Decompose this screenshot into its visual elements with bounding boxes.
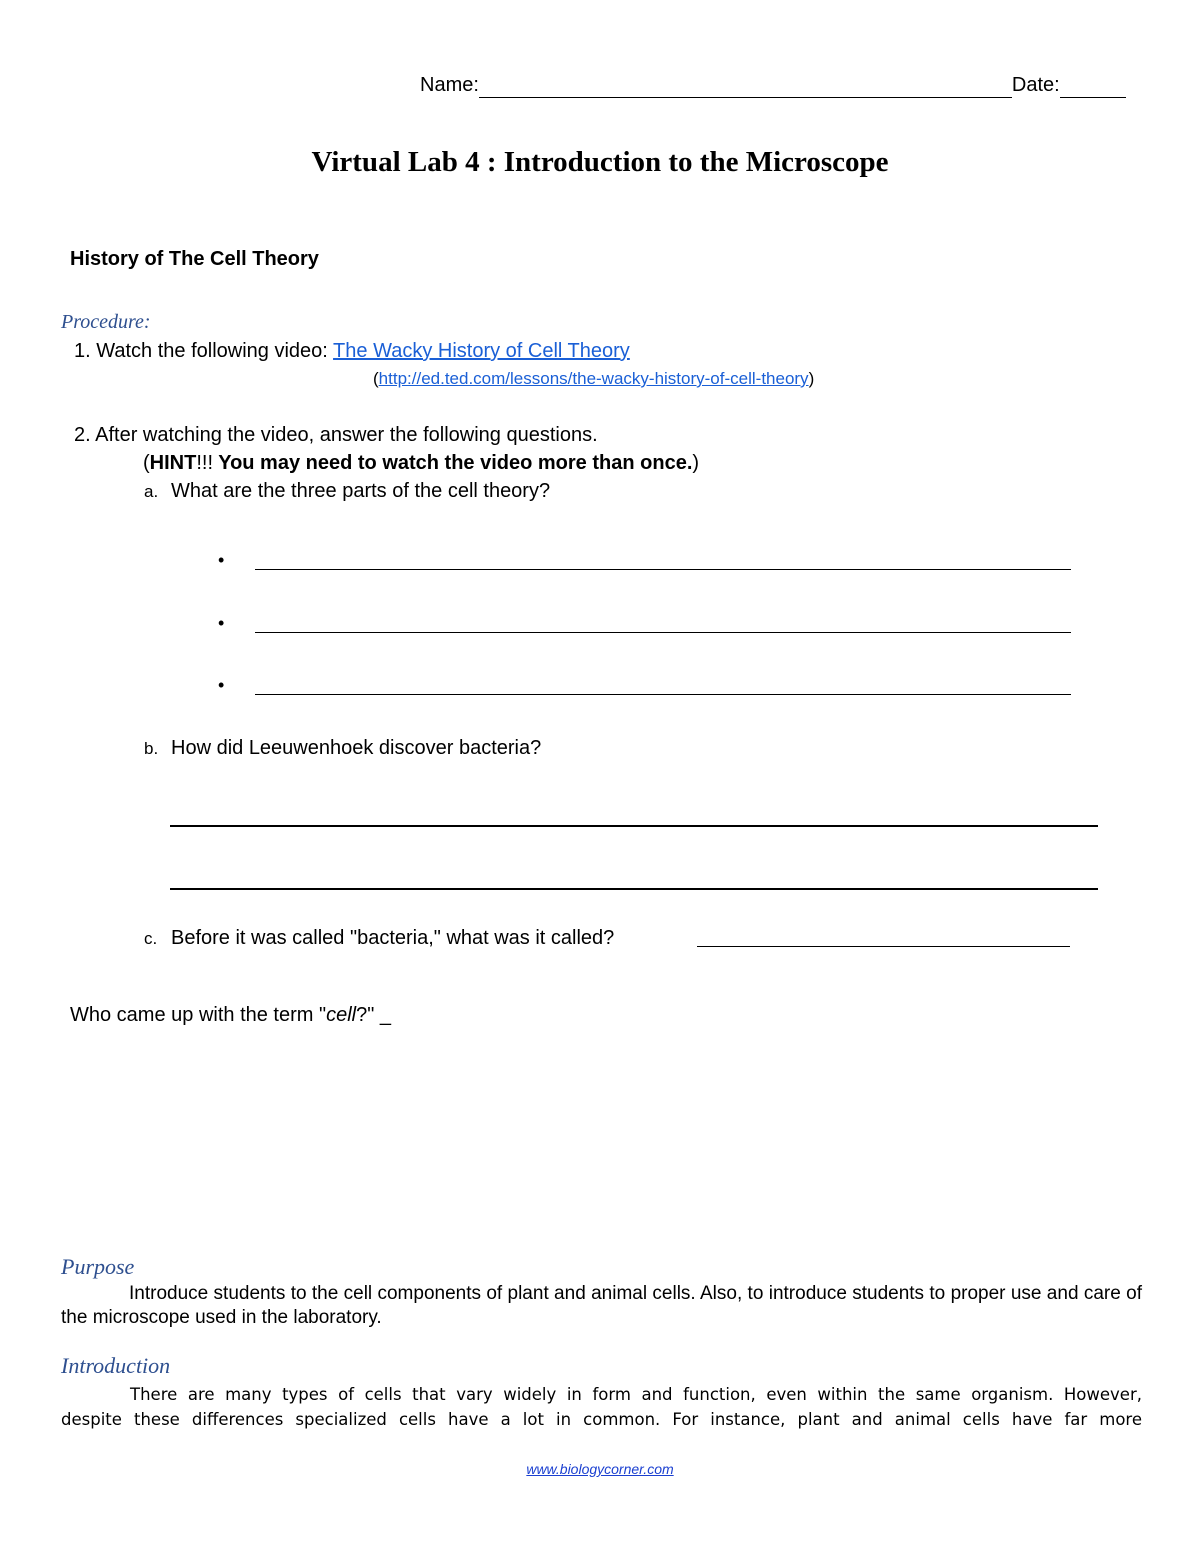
url-open-paren: ( (373, 369, 379, 388)
date-label: Date: (1011, 74, 1060, 96)
hint-bold: HINT (149, 452, 197, 474)
question-c (144, 927, 614, 950)
question-a (144, 480, 550, 503)
cell-term-question (70, 1004, 391, 1027)
footer-link[interactable]: www.biologycorner.com (526, 1461, 674, 1477)
question-b-text: How did Leeuwenhoek discover bacteria? (171, 737, 542, 759)
purpose-text: Introduce students to the cell components of plant and animal cells. Also, to introduce students to proper use and care of the microscope used in the laboratory. (61, 1283, 1142, 1328)
footer (0, 1461, 1200, 1477)
purpose-heading: Purpose (61, 1254, 135, 1279)
introduction-line-2: despite these differences specialized cells have a lot in common. For instance, plant and animal cells have far more (61, 1410, 1142, 1429)
step-1-text: 1. Watch the following video: (74, 340, 328, 362)
answer-line-a2[interactable] (255, 632, 1071, 633)
cell-term-before: Who came up with the term " (70, 1004, 327, 1026)
question-b-letter: b. (144, 739, 159, 758)
name-date-header (420, 74, 1126, 98)
introduction-heading: Introduction (61, 1353, 171, 1378)
step-2: 2. After watching the video, answer the following questions. (74, 424, 598, 446)
procedure-label: Procedure: (61, 311, 151, 333)
name-field[interactable] (479, 74, 1012, 98)
bullet-3: • (218, 675, 225, 695)
step-1 (74, 340, 630, 363)
answer-line-b2[interactable] (170, 888, 1098, 890)
purpose-paragraph (61, 1282, 1142, 1330)
name-label: Name: (420, 74, 479, 96)
date-field[interactable] (1060, 74, 1126, 98)
video-url-line (373, 369, 814, 389)
hint-open-paren: ( (143, 452, 150, 474)
answer-line-c[interactable] (697, 946, 1070, 947)
answer-line-a1[interactable] (255, 569, 1071, 570)
hint-close-paren: ) (692, 452, 700, 474)
section-title: History of The Cell Theory (70, 248, 319, 270)
question-b (144, 737, 541, 760)
question-a-letter: a. (144, 482, 159, 501)
cell-term-italic: cell (326, 1004, 357, 1026)
cell-term-after: ?" _ (356, 1004, 392, 1026)
question-a-text: What are the three parts of the cell theory? (171, 480, 551, 502)
hint-line (143, 452, 699, 475)
answer-line-b1[interactable] (170, 825, 1098, 827)
url-close-paren: ) (808, 369, 815, 388)
question-c-letter: c. (144, 929, 158, 948)
video-url-link[interactable]: http://ed.ted.com/lessons/the-wacky-history-of-cell-theory (378, 369, 809, 388)
introduction-line-1: There are many types of cells that vary widely in form and function, even within the same organism. However, (130, 1385, 1142, 1404)
video-link[interactable]: The Wacky History of Cell Theory (333, 340, 630, 362)
hint-text: You may need to watch the video more than once. (213, 452, 693, 474)
answer-line-a3[interactable] (255, 694, 1071, 695)
question-c-text: Before it was called "bacteria," what was it called? (171, 927, 615, 949)
bullet-2: • (218, 613, 225, 633)
page-title: Virtual Lab 4 : Introduction to the Microscope (311, 146, 889, 178)
hint-exclaim: !!! (196, 452, 214, 474)
bullet-1: • (218, 550, 225, 570)
